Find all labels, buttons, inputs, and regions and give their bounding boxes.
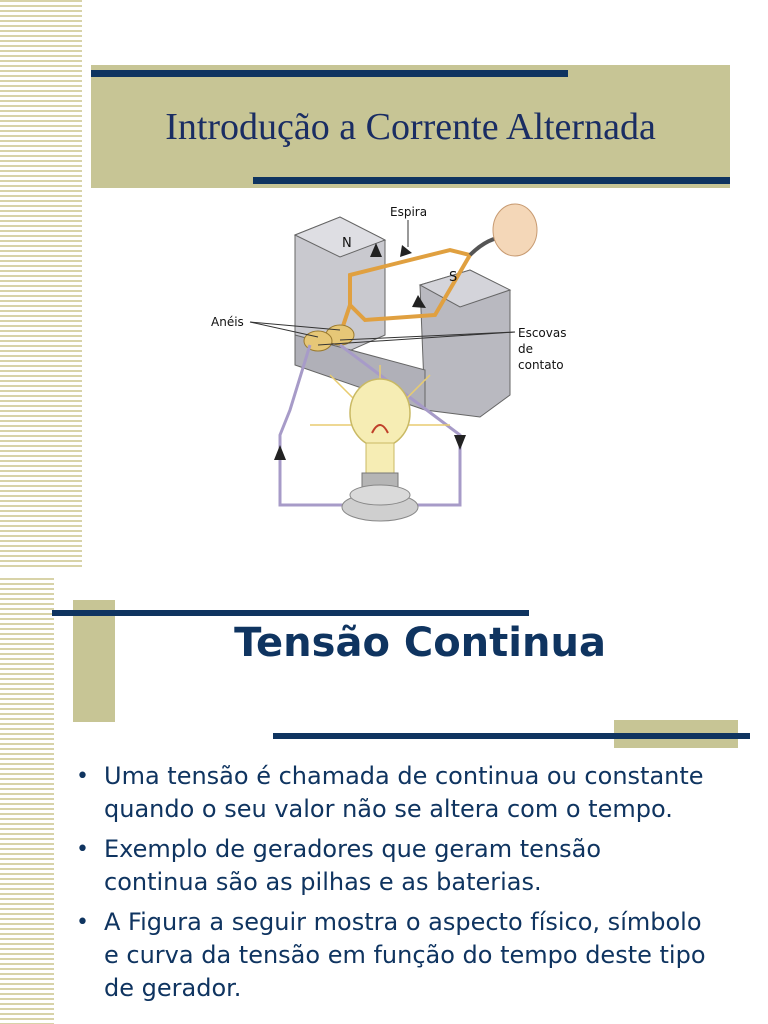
bullet-item <box>72 833 712 899</box>
label-escovas-de-contato <box>518 325 566 373</box>
ac-generator-figure <box>190 195 620 550</box>
title-bottom-bar <box>253 177 730 184</box>
label-n-pole: N <box>342 236 352 251</box>
bullet-text: Uma tensão é chamada de continua ou constante quando o seu valor não se altera com o tempo. <box>104 762 704 823</box>
label-espira: Espira <box>390 205 428 219</box>
title-top-bar <box>91 70 568 77</box>
slide-heading: Tensão Continua <box>234 620 606 666</box>
label-s-pole: S <box>449 270 458 285</box>
label-escovas-line-2: de <box>518 342 533 356</box>
heading-left-block <box>73 600 115 722</box>
bullet-icon: • <box>76 837 89 862</box>
slide-title: Introdução a Corrente Alternada <box>165 106 656 148</box>
label-escovas-line-1: Escovas <box>518 326 567 340</box>
bullet-icon: • <box>76 910 89 935</box>
bullet-icon: • <box>76 764 89 789</box>
bullet-list <box>72 760 712 1012</box>
label-aneis: Anéis <box>211 315 244 329</box>
bullet-text: Exemplo de geradores que geram tensão continua são as pilhas e as baterias. <box>104 835 602 896</box>
heading-bottom-bar <box>273 733 750 739</box>
bullet-item <box>72 906 712 1005</box>
left-stripe-decoration-2 <box>0 578 54 1024</box>
left-stripe-decoration <box>0 0 82 568</box>
bullet-item <box>72 760 712 826</box>
bullet-text: A Figura a seguir mostra o aspecto físico, símbolo e curva da tensão em função do tempo deste tipo de gerador. <box>104 908 706 1002</box>
label-escovas-line-3: contato <box>518 358 564 372</box>
heading-top-bar <box>52 610 529 616</box>
